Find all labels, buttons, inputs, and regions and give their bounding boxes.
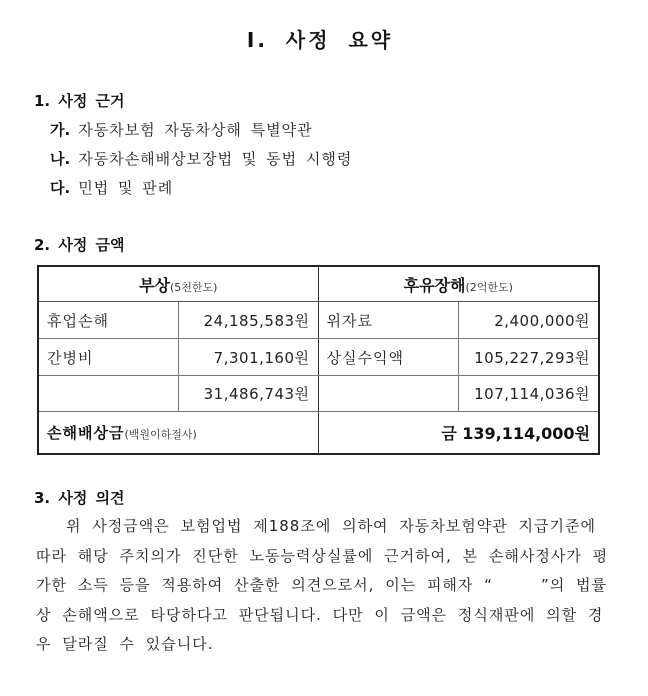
disability-item-label: 상실수익액 — [318, 339, 458, 376]
table-header-row — [38, 266, 599, 302]
opinion-line: 우 달라질 수 있습니다. — [36, 635, 214, 653]
basis-item-text: 민법 및 판례 — [78, 179, 174, 197]
injury-header — [38, 266, 318, 302]
basis-item-text: 자동차손해배상보장법 및 동법 시행령 — [78, 150, 353, 168]
page-title: Ⅰ. 사정 요약 — [246, 28, 394, 52]
section-heading-basis: 1. 사정 근거 — [34, 92, 125, 110]
injury-header-note: (5천한도) — [169, 280, 218, 294]
section-heading-amount: 2. 사정 금액 — [34, 236, 125, 254]
opinion-line: 가한 소득 등을 적용하여 산출한 의견으로서, 이는 피해자 “ ”의 법률 — [36, 576, 607, 594]
opinion-line-text: 위 사정금액은 보험업법 제188조에 의하여 자동차보험약관 지급기준에 — [66, 517, 596, 535]
opinion-paragraph — [36, 512, 609, 660]
total-label-cell — [38, 412, 318, 455]
injury-subtotal-label — [38, 376, 178, 412]
table-row-total — [38, 412, 599, 455]
section-heading-opinion: 3. 사정 의견 — [34, 489, 125, 507]
opinion-line: 따라 해당 주치의가 진단한 노동능력상실률에 근거하여, 본 손해사정사가 평 — [36, 546, 609, 565]
table-row — [38, 339, 599, 376]
disability-subtotal-label — [318, 376, 458, 412]
basis-item — [50, 177, 173, 198]
basis-item-marker: 다. — [50, 179, 71, 197]
disability-header-label: 후유장해 — [403, 275, 466, 295]
injury-subtotal-value: 31,486,743원 — [178, 376, 318, 412]
total-label: 손해배상금 — [47, 424, 125, 442]
disability-subtotal-value: 107,114,036원 — [458, 376, 599, 412]
basis-item — [50, 148, 352, 169]
disability-item-value: 105,227,293원 — [458, 339, 599, 376]
disability-item-value: 2,400,000원 — [458, 302, 599, 339]
disability-header — [318, 266, 599, 302]
total-label-note: (백원이하절사) — [124, 428, 197, 441]
basis-item-text: 자동차보험 자동차상해 특별약관 — [78, 121, 313, 139]
disability-item-label: 위자료 — [318, 302, 458, 339]
basis-item — [50, 119, 313, 140]
injury-item-value: 24,185,583원 — [178, 302, 318, 339]
disability-header-note: (2억한도) — [465, 280, 513, 294]
injury-item-label: 휴업손해 — [38, 302, 178, 339]
opinion-line: 상 손해액으로 타당하다고 판단됩니다. 다만 이 금액은 정식재판에 의할 경 — [36, 605, 604, 624]
basis-item-marker: 가. — [50, 121, 71, 139]
injury-header-label: 부상 — [139, 275, 170, 295]
total-amount-cell — [318, 412, 599, 455]
basis-item-marker: 나. — [50, 150, 71, 168]
opinion-line — [36, 512, 604, 542]
injury-item-value: 7,301,160원 — [178, 339, 318, 376]
total-amount: 금 139,114,000원 — [441, 424, 591, 443]
table-row — [38, 302, 599, 339]
injury-item-label: 간병비 — [38, 339, 178, 376]
table-row-subtotal — [38, 376, 599, 412]
assessment-amount-table — [37, 265, 600, 455]
